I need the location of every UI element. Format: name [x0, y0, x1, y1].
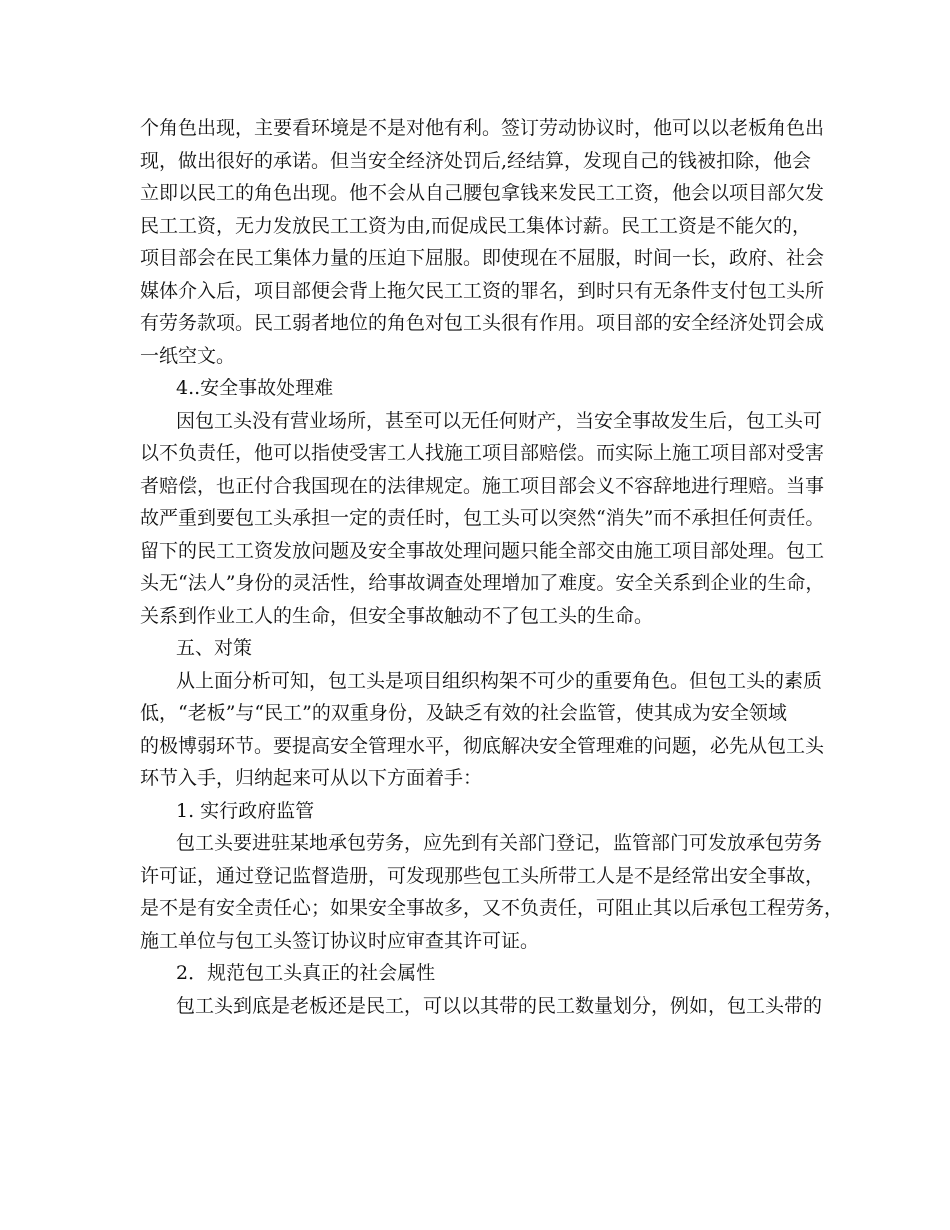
text-line: 关系到作业工人的生命，但安全事故触动不了包工头的生命。: [140, 604, 654, 627]
text-line: 包工头到底是老板还是民工，可以以其带的民工数量划分，例如，包工头带的: [176, 994, 823, 1017]
text-line: 因包工头没有营业场所，甚至可以无任何财产，当安全事故发生后，包工头可: [176, 409, 823, 432]
text-line: 是不是有安全责任心；如果安全事故多，又不负责任，可阻止其以后承包工程劳务，: [140, 897, 844, 919]
text-line: 以不负责任，他可以指使受害工人找施工项目部赔偿。而实际上施工项目部对受害: [140, 442, 825, 464]
text-line: 的极博弱环节。要提高安全管理水平，彻底解决安全管理难的问题，必先从包工头: [140, 734, 825, 757]
text-line: 留下的民工工资发放问题及安全事故处理问题只能全部交由施工项目部处理。包工: [140, 539, 825, 562]
text-line: 者赔偿，也正付合我国现在的法律规定。施工项目部会义不容辞地进行理赔。当事: [140, 474, 825, 497]
document-body: [140, 112, 844, 1022]
text-line: 头无“法人”身份的灵活性，给事故调查处理增加了难度。安全关系到企业的生命，: [140, 572, 825, 594]
text-line: 施工单位与包工头签订协议时应审查其许可证。: [140, 929, 540, 952]
text-line: 从上面分析可知，包工头是项目组织构架不可少的重要角色。但包工头的素质: [176, 669, 823, 692]
text-line: 立即以民工的角色出现。他不会从自己腰包拿钱来发民工工资，他会以项目部欠发: [140, 182, 825, 204]
text-line: 民工工资，无力发放民工工资为由,而促成民工集体讨薪。民工工资是不能欠的，: [140, 214, 812, 237]
text-line: 包工头要进驻某地承包劳务，应先到有关部门登记，监管部门可发放承包劳务: [176, 832, 823, 854]
text-line: 4..安全事故处理难: [176, 377, 334, 399]
text-line: 有劳务款项。民工弱者地位的角色对包工头很有作用。项目部的安全经济处罚会成: [140, 312, 825, 334]
text-line: 低，“老板”与“民工”的双重身份，及缺乏有效的社会监管，使其成为安全领域: [140, 702, 787, 724]
text-line: 五、对策: [176, 637, 253, 659]
text-line: 现，做出很好的承诺。但当安全经济处罚后,经结算，发现自己的钱被扣除，他会: [140, 149, 812, 172]
text-line: 个角色出现，主要看环境是不是对他有利。签订劳动协议时，他可以以老板角色出: [140, 117, 825, 139]
text-line: 故严重到要包工头承担一定的责任时，包工头可以突然“消失”而不承担任何责任。: [140, 507, 825, 529]
text-line: 许可证，通过登记监督造册，可发现那些包工头所带工人是不是经常出安全事故，: [140, 864, 825, 887]
text-line: 2．规范包工头真正的社会属性: [176, 962, 436, 984]
text-line: 环节入手，归纳起来可从以下方面着手：: [140, 767, 483, 789]
text-line: 媒体介入后，项目部便会背上拖欠民工工资的罪名，到时只有无条件支付包工头所: [140, 279, 825, 302]
text-line: 一纸空文。: [140, 344, 236, 367]
text-line: 项目部会在民工集体力量的压迫下屈服。即使现在不屈服，时间一长，政府、社会: [140, 247, 825, 269]
text-line: 1. 实行政府监管: [176, 799, 315, 822]
